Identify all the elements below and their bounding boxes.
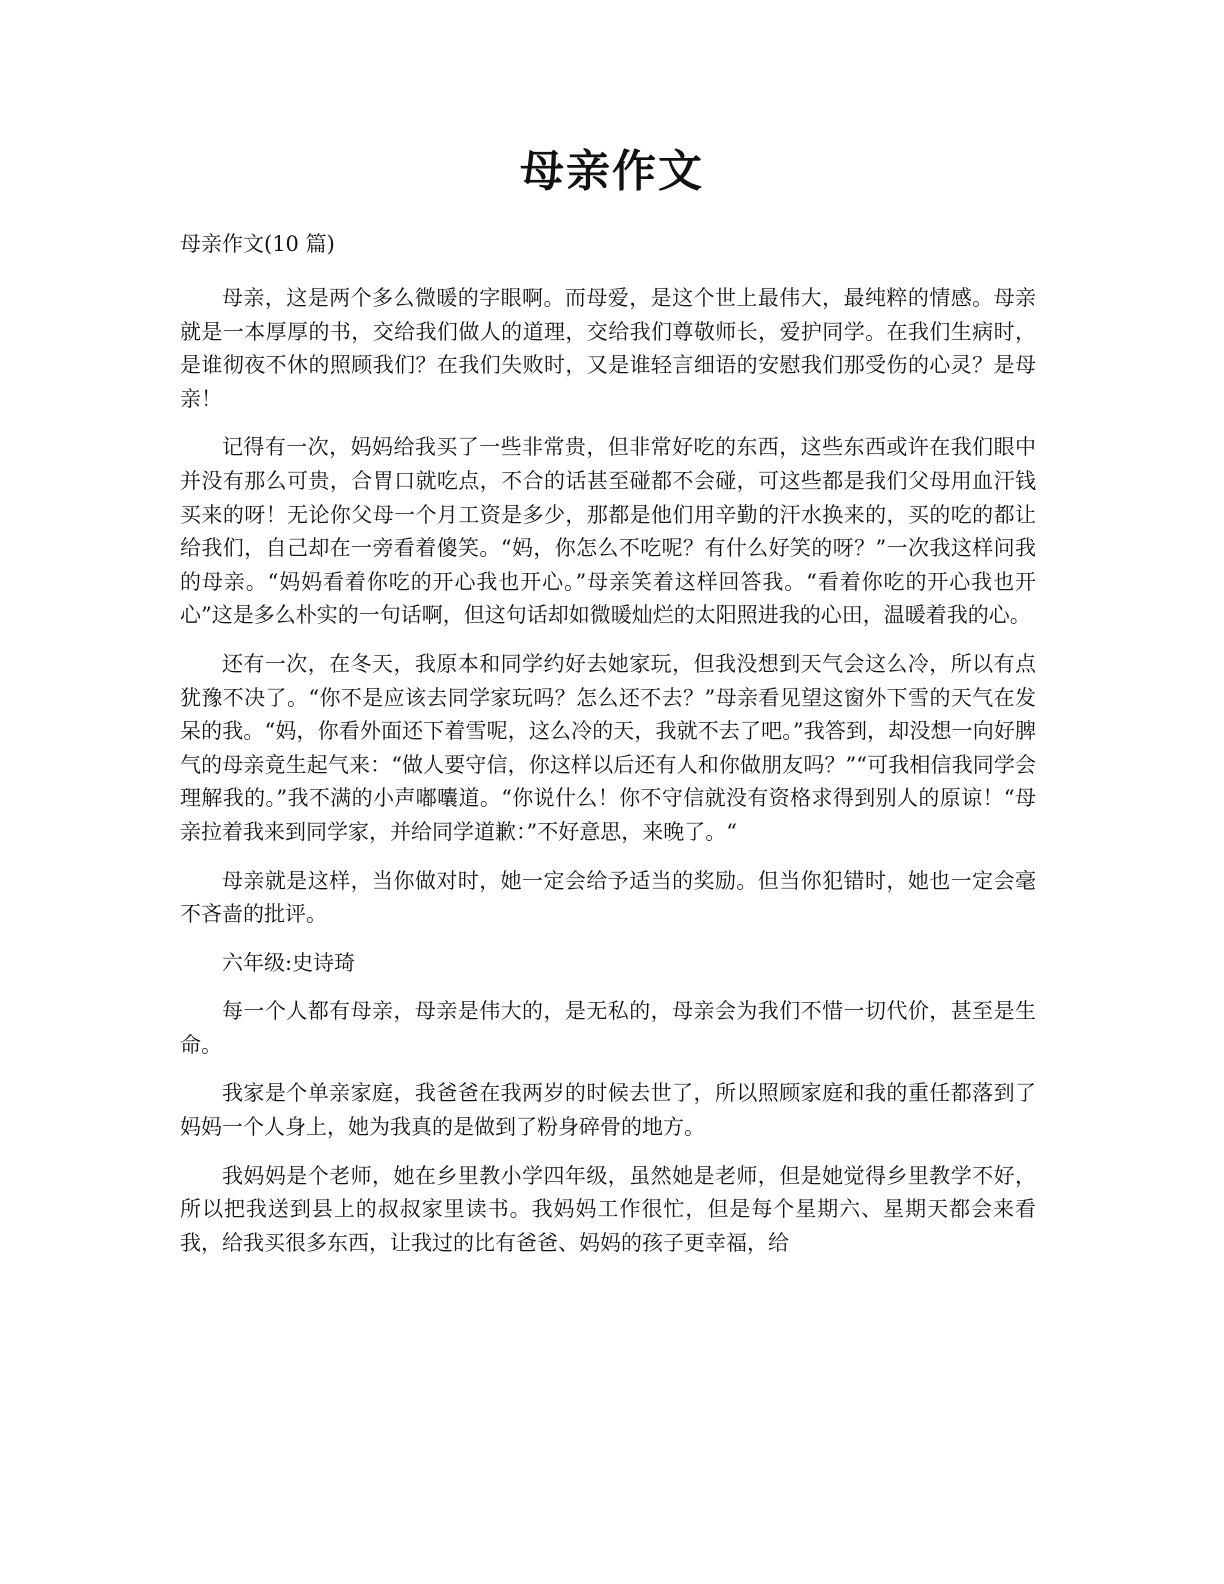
paragraph: 母亲，这是两个多么微暖的字眼啊。而母爱，是这个世上最伟大，最纯粹的情感。母亲就是一本厚厚的书，交给我们做人的道理，交给我们尊敬师长，爱护同学。在我们生病时，是谁彻夜不休的照顾我们？在我们失败时，又是谁轻言细语的安慰我们那受伤的心灵？是母亲！ bbox=[180, 286, 1036, 411]
paragraph: 母亲就是这样，当你做对时，她一定会给予适当的奖励。但当你犯错时，她也一定会毫不吝啬的批评。 bbox=[180, 868, 1036, 927]
author-line: 六年级:史诗琦 bbox=[222, 950, 356, 975]
paragraph: 我妈妈是个老师，她在乡里教小学四年级，虽然她是老师，但是她觉得乡里教学不好，所以把我送到县上的叔叔家里读书。我妈妈工作很忙，但是每个星期六、星期天都会来看我，给我买很多东西，让我过的比有爸爸、妈妈的孩子更幸福，给 bbox=[180, 1163, 1036, 1255]
paragraph: 我家是个单亲家庭，我爸爸在我两岁的时候去世了，所以照顾家庭和我的重任都落到了妈妈一个人身上，她为我真的是做到了粉身碎骨的地方。 bbox=[180, 1081, 1036, 1140]
paragraph: 每一个人都有母亲，母亲是伟大的，是无私的，母亲会为我们不惜一切代价，甚至是生命。 bbox=[180, 999, 1036, 1057]
document-body bbox=[180, 282, 1036, 1275]
paragraph: 还有一次，在冬天，我原本和同学约好去她家玩，但我没想到天气会这么冷，所以有点犹豫不决了。“你不是应该去同学家玩吗？怎么还不去？”母亲看见望这窗外下雪的天气在发呆的我。“妈，你看外面还下着雪呢，这么冷的天，我就不去了吧。”我答到，却没想一向好脾气的母亲竟生起气来：“做人要守信，你这样以后还有人和你做朋友吗？”“可我相信我同学会理解我的。”我不满的小声嘟囔道。“你说什么！你不守信就没有资格求得到别人的原谅！“母亲拉着我来到同学家，并给同学道歉：”不好意思，来晚了。“ bbox=[180, 651, 1036, 844]
paragraph: 记得有一次，妈妈给我买了一些非常贵，但非常好吃的东西，这些东西或许在我们眼中并没有那么可贵，合胃口就吃点，不合的话甚至碰都不会碰，可这些都是我们父母用血汗钱买来的呀！无论你父母一个月工资是多少，那都是他们用辛勤的汗水换来的，买的吃的都让给我们，自己却在一旁看着傻笑。“妈，你怎么不吃呢？有什么好笑的呀？”一次我这样问我的母亲。“妈妈看着你吃的开心我也开心。”母亲笑着这样回答我。“看着你吃的开心我也开心”这是多么朴实的一句话啊，但这句话却如微暖灿烂的太阳照进我的心田，温暖着我的心。 bbox=[180, 435, 1036, 628]
document-title: 母亲作文 bbox=[520, 146, 704, 197]
document-subtitle: 母亲作文(10 篇) bbox=[180, 232, 335, 256]
